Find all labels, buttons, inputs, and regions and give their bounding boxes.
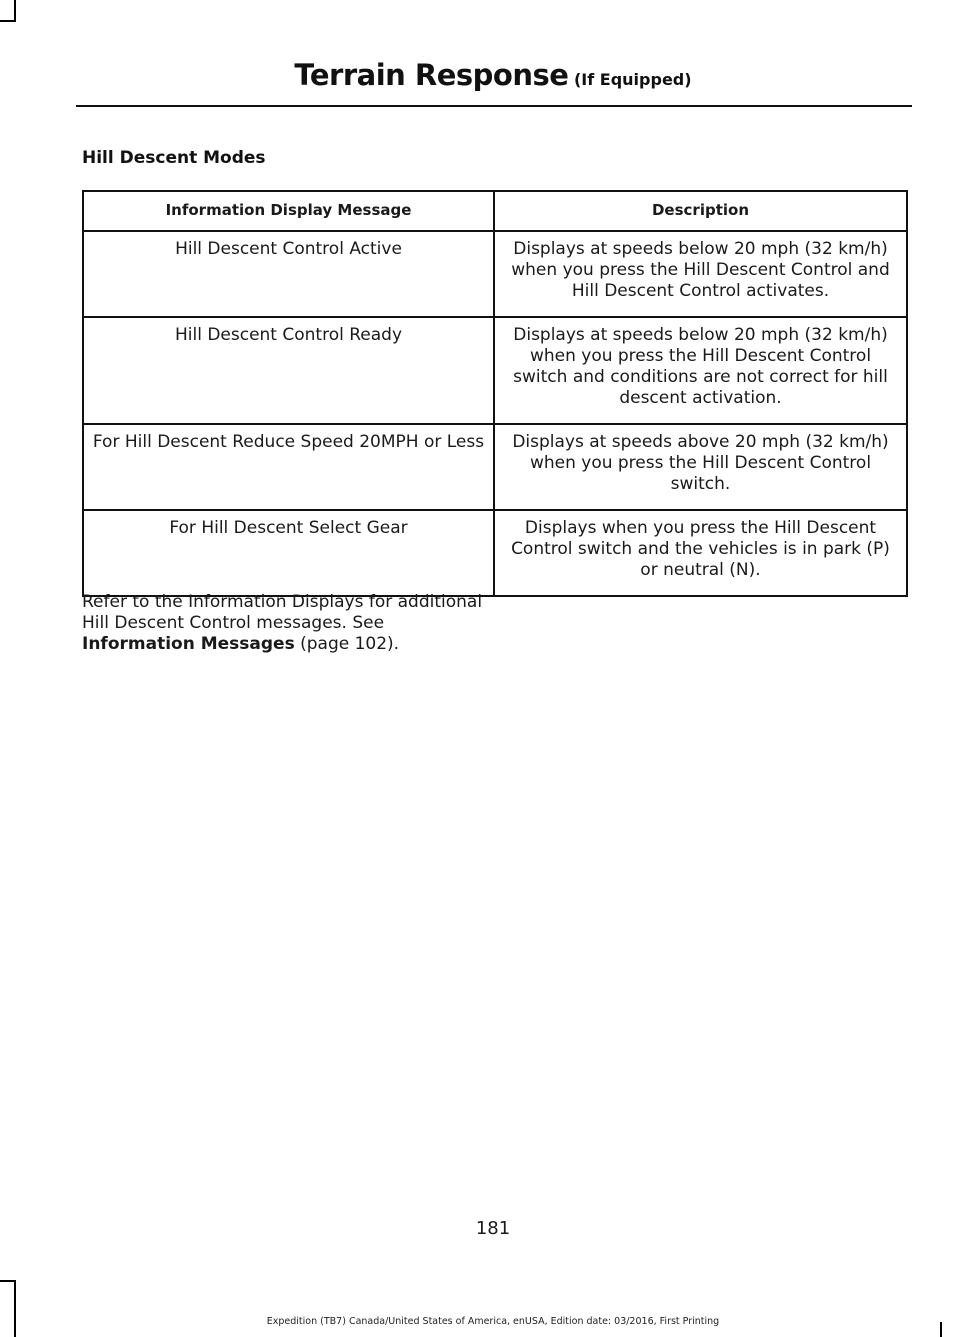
column-header-message: Information Display Message bbox=[83, 191, 494, 231]
header-rule bbox=[76, 105, 912, 107]
reference-link[interactable]: Information Messages bbox=[82, 634, 295, 654]
table-row bbox=[83, 510, 907, 596]
crop-mark-bottom-left bbox=[14, 1280, 16, 1337]
row-message: For Hill Descent Select Gear bbox=[83, 510, 494, 596]
crop-mark-top-left bbox=[14, 0, 16, 22]
reference-note-suffix: (page 102). bbox=[294, 634, 400, 654]
row-message: For Hill Descent Reduce Speed 20MPH or Less bbox=[83, 424, 494, 510]
row-message: Hill Descent Control Ready bbox=[83, 317, 494, 424]
table-row bbox=[83, 231, 907, 317]
crop-mark-top-left-h bbox=[0, 20, 16, 22]
row-description: Displays at speeds above 20 mph (32 km/h) when you press the Hill Descent Control switch. bbox=[494, 424, 907, 510]
table-row bbox=[83, 317, 907, 424]
page-title-suffix: (If Equipped) bbox=[568, 70, 692, 89]
row-description: Displays at speeds below 20 mph (32 km/h) when you press the Hill Descent Control and Hill Descent Control activates. bbox=[494, 231, 907, 317]
footer-text: Expedition (TB7) Canada/United States of America, enUSA, Edition date: 03/2016, First Printing bbox=[266, 1316, 720, 1327]
page-number: 181 bbox=[475, 1218, 511, 1239]
table-row bbox=[83, 424, 907, 510]
hill-descent-table bbox=[82, 190, 908, 597]
table-header-row bbox=[83, 191, 907, 231]
crop-mark-bottom-left-h bbox=[0, 1280, 16, 1282]
page-title-main: Terrain Response bbox=[294, 58, 569, 92]
row-message: Hill Descent Control Active bbox=[83, 231, 494, 317]
section-heading: Hill Descent Modes bbox=[82, 148, 266, 168]
row-description: Displays when you press the Hill Descent Control switch and the vehicles is in park (P) or neutral (N). bbox=[494, 510, 907, 596]
row-description: Displays at speeds below 20 mph (32 km/h) when you press the Hill Descent Control switch and conditions are not correct for hill descent activation. bbox=[494, 317, 907, 424]
column-header-description: Description bbox=[494, 191, 907, 231]
page-title bbox=[0, 58, 960, 92]
reference-note-text: Refer to the Information Displays for additional Hill Descent Control messages. See bbox=[82, 592, 483, 633]
reference-note bbox=[82, 592, 502, 655]
